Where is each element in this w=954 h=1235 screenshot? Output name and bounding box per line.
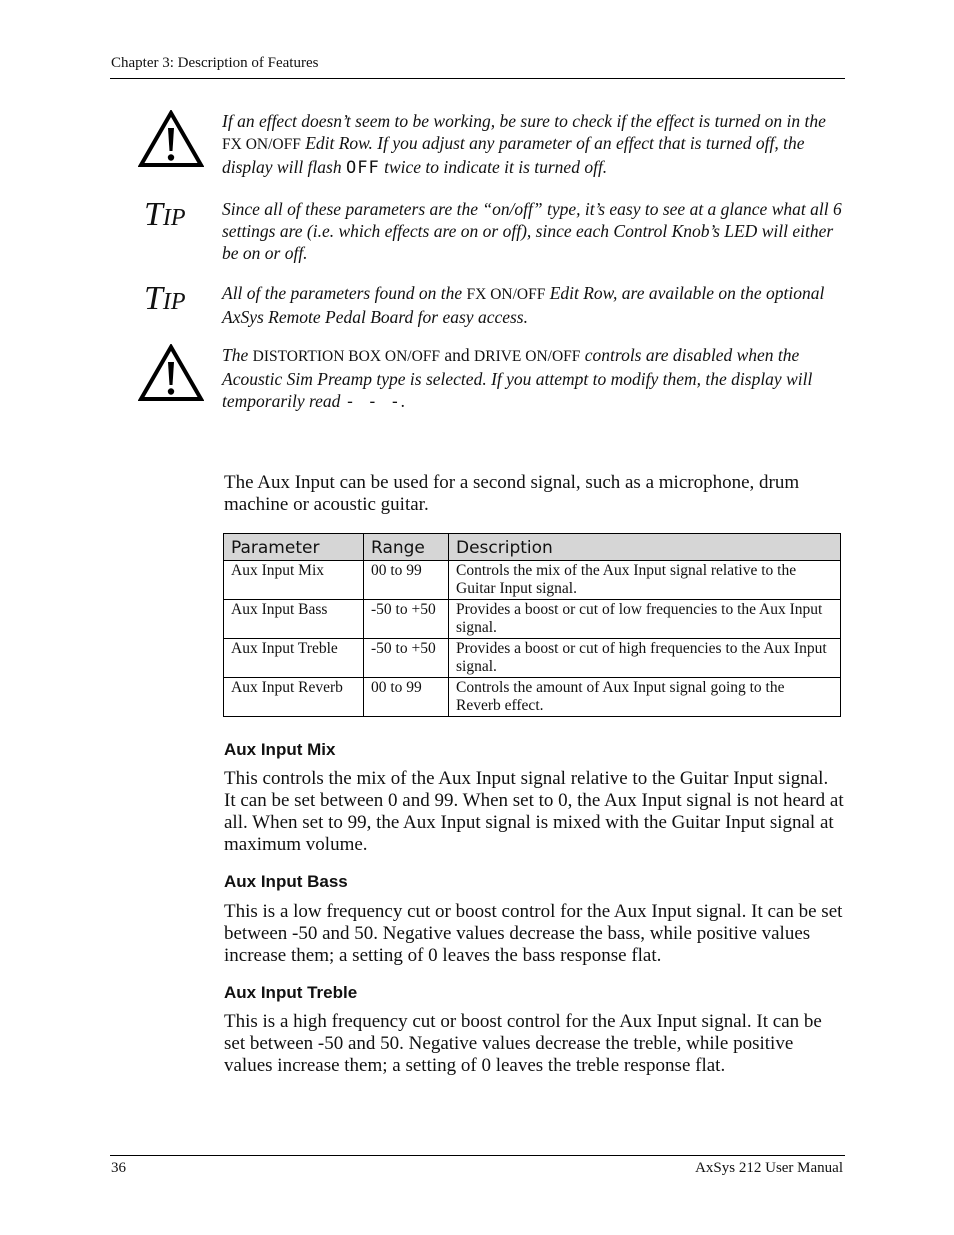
cell-description: Provides a boost or cut of high frequencies to the Aux Input signal. <box>449 639 841 678</box>
table-header-row <box>224 534 841 561</box>
table-row <box>224 678 841 717</box>
warning-note-acoustic-sim: The DISTORTION BOX ON/OFF and DRIVE ON/OFF controls are disabled when the Acoustic Sim Preamp type is selected. If you attempt to modify them, the display will temporarily read - - -. <box>222 345 813 412</box>
column-header-parameter: Parameter <box>224 534 364 561</box>
manual-title: AxSys 212 User Manual <box>695 1160 843 1176</box>
section-body-aux-input-treble: This is a high frequency cut or boost control for the Aux Input signal. It can be set between -50 and 50. Negative values decrease the treble, while positive values increase them; a setting of 0 leaves the treble response flat. <box>224 1011 822 1076</box>
page-number: 36 <box>111 1160 126 1176</box>
cell-parameter: Aux Input Mix <box>224 561 364 600</box>
section-body-aux-input-bass: This is a low frequency cut or boost control for the Aux Input signal. It can be set between -50 and 50. Negative values decrease the bass, while positive values increase them; a setting of 0 leaves the bass response flat. <box>224 901 843 966</box>
chapter-header: Chapter 3: Description of Features <box>111 55 319 71</box>
warning-icon <box>138 344 204 402</box>
cell-parameter: Aux Input Reverb <box>224 678 364 717</box>
section-heading-aux-input-treble: Aux Input Treble <box>224 983 358 1002</box>
tip-note-remote-pedal: All of the parameters found on the FX ON/OFF Edit Row, are available on the optional AxSys Remote Pedal Board for easy access. <box>222 283 825 327</box>
table-row <box>224 561 841 600</box>
tip-label: TIP <box>144 196 186 233</box>
footer-rule <box>110 1155 845 1156</box>
cell-description: Provides a boost or cut of low frequencies to the Aux Input signal. <box>449 600 841 639</box>
tip-note-on-off-params: Since all of these parameters are the “on/off” type, it’s easy to see at a glance what all 6 settings are (i.e. which effects are on or off), since each Control Knob’s LED will either be on or off. <box>222 199 842 263</box>
section-body-aux-input-mix: This controls the mix of the Aux Input signal relative to the Guitar Input signal. It can be set between 0 and 99. When set to 0, the Aux Input signal is not heard at all. When set to 99, the Aux Input signal is mixed with the Guitar Input signal at maximum volume. <box>224 768 844 855</box>
cell-range: -50 to +50 <box>364 639 449 678</box>
cell-range: -50 to +50 <box>364 600 449 639</box>
cell-parameter: Aux Input Bass <box>224 600 364 639</box>
lcd-display-text: - - - <box>344 392 401 412</box>
column-header-range: Range <box>364 534 449 561</box>
parameter-table <box>223 533 841 717</box>
column-header-description: Description <box>449 534 841 561</box>
section-heading-aux-input-mix: Aux Input Mix <box>224 740 336 759</box>
warning-icon <box>138 110 204 168</box>
cell-description: Controls the mix of the Aux Input signal relative to the Guitar Input signal. <box>449 561 841 600</box>
tip-label: TIP <box>144 280 186 317</box>
cell-parameter: Aux Input Treble <box>224 639 364 678</box>
table-row <box>224 600 841 639</box>
lcd-display-text: OFF <box>345 158 380 178</box>
cell-description: Controls the amount of Aux Input signal going to the Reverb effect. <box>449 678 841 717</box>
warning-note-fx-on-off: If an effect doesn’t seem to be working, be sure to check if the effect is turned on in the FX ON/OFF Edit Row. If you adjust any parameter of an effect that is turned off, the display will flash OFF twice to indicate it is turned off. <box>222 111 826 178</box>
table-row <box>224 639 841 678</box>
section-heading-aux-input-bass: Aux Input Bass <box>224 872 348 891</box>
header-rule <box>110 78 845 79</box>
cell-range: 00 to 99 <box>364 678 449 717</box>
intro-paragraph: The Aux Input can be used for a second signal, such as a microphone, drum machine or acoustic guitar. <box>224 472 800 515</box>
cell-range: 00 to 99 <box>364 561 449 600</box>
